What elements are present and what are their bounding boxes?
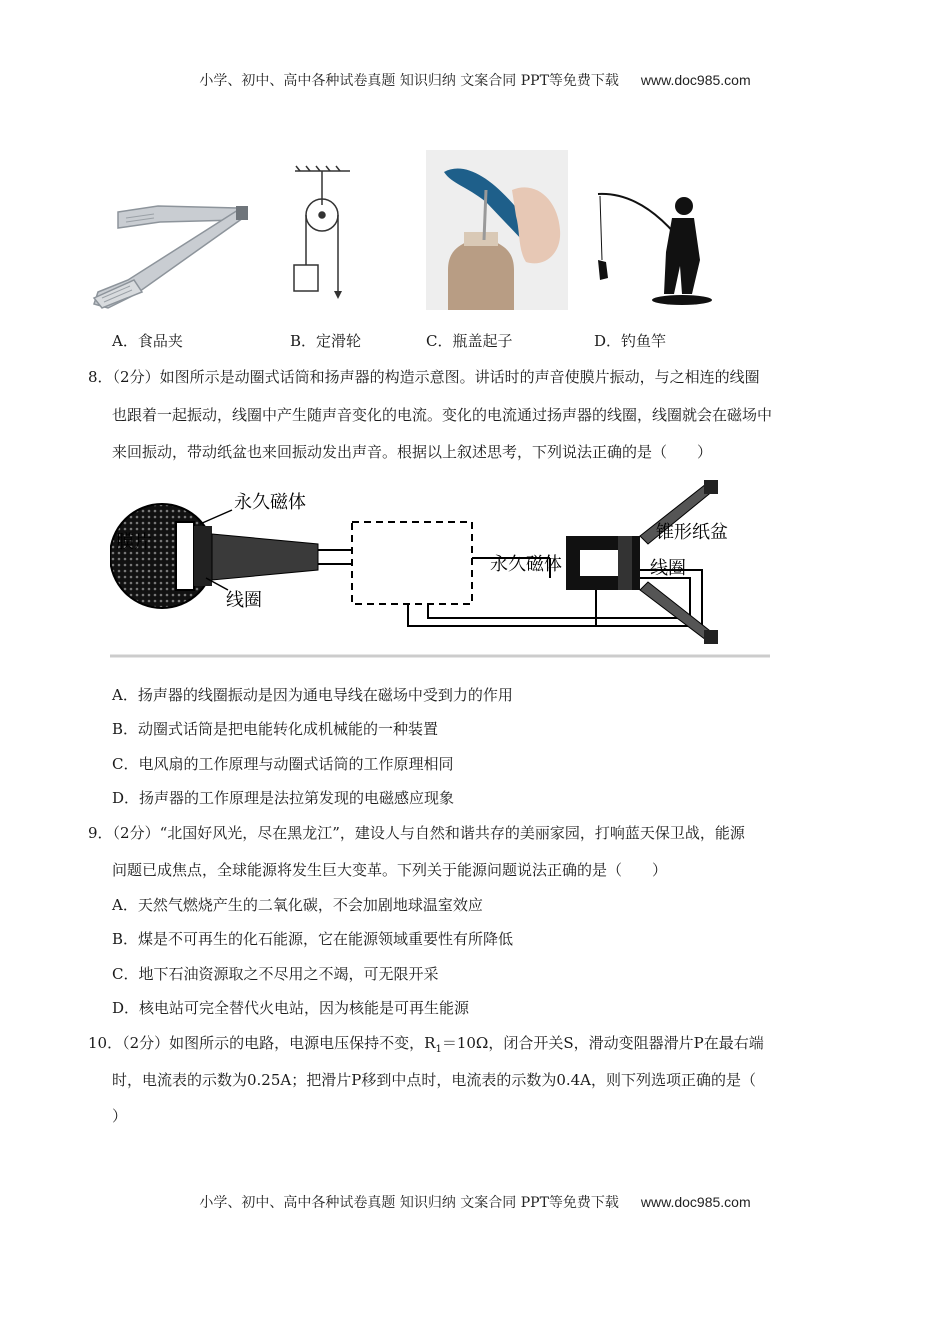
header-text: 小学、初中、高中各种试卷真题 知识归纳 文案合同 PPT等免费下载 (199, 73, 619, 89)
q7-option-d: D．钓鱼竿 (594, 332, 667, 350)
q8-option-a: A．扬声器的线圈振动是因为通电导线在磁场中受到力的作用 (112, 686, 513, 704)
q9-option-b: B．煤是不可再生的化石能源，它在能源领域重要性有所降低 (112, 930, 514, 948)
q9-stem-line2: 问题已成焦点，全球能源将发生巨大变革。下列关于能源问题说法正确的是（ ） (112, 861, 668, 879)
food-tongs-figure (88, 200, 253, 315)
label-coil-right: 线圈 (650, 558, 686, 579)
q10-text-a: 10．（2分）如图所示的电路，电源电压保持不变，R (88, 1034, 436, 1052)
amplifier-dashed-box (352, 522, 472, 604)
fishing-rod-figure (596, 190, 716, 310)
q9-stem-line1: 9．（2分）“北国好风光，尽在黑龙江”，建设人与自然和谐共存的美丽家园，打响蓝天保卫战，能源 (88, 824, 745, 842)
q10-stem-line2: 时，电流表的示数为0.25A；把滑片P移到中点时，电流表的示数为0.4A，则下列选项正确的是（ (112, 1071, 757, 1089)
header-url: www.doc985.com (640, 72, 751, 88)
microphone-speaker-diagram (110, 478, 770, 660)
q8-stem-line3: 来回振动，带动纸盆也来回振动发出声音。根据以上叙述思考，下列说法正确的是（ ） (112, 443, 713, 461)
fixed-pulley-figure (290, 165, 355, 305)
q8-option-d: D．扬声器的工作原理是法拉第发现的电磁感应现象 (112, 789, 455, 807)
q8-stem-line2: 也跟着一起振动，线圈中产生随声音变化的电流。变化的电流通过扬声器的线圈，线圈就会在磁场中 (112, 406, 773, 424)
label-membrane: 膜片 (116, 532, 152, 553)
q7-option-c: C．瓶盖起子 (426, 332, 513, 350)
bottle-opener-figure (426, 150, 568, 310)
q9-option-d: D．核电站可完全替代火电站，因为核能是可再生能源 (112, 999, 470, 1017)
speaker-drawing (566, 480, 718, 644)
page-header (0, 70, 950, 90)
q7-option-a: A．食品夹 (112, 332, 183, 350)
q10-subscript: 1 (435, 1044, 442, 1055)
label-magnet-right: 永久磁体 (490, 554, 562, 575)
q8-option-b: B．动圈式话筒是把电能转化成机械能的一种装置 (112, 720, 439, 738)
q7-option-b: B．定滑轮 (290, 332, 362, 350)
q9-option-a: A．天然气燃烧产生的二氧化碳，不会加剧地球温室效应 (112, 896, 483, 914)
page-footer (0, 1192, 950, 1212)
footer-url: www.doc985.com (640, 1194, 751, 1210)
footer-text: 小学、初中、高中各种试卷真题 知识归纳 文案合同 PPT等免费下载 (199, 1195, 619, 1211)
q8-option-c: C．电风扇的工作原理与动圈式话筒的工作原理相同 (112, 755, 454, 773)
q9-option-c: C．地下石油资源取之不尽用之不竭，可无限开采 (112, 965, 439, 983)
label-magnet-left: 永久磁体 (234, 492, 306, 513)
q10-text-b: ＝10Ω，闭合开关S，滑动变阻器滑片P在最右端 (441, 1034, 764, 1052)
label-cone: 锥形纸盆 (656, 522, 728, 543)
label-coil-left: 线圈 (226, 590, 262, 611)
q10-stem-line1 (88, 1032, 764, 1055)
q10-stem-line3: ） (112, 1107, 128, 1125)
q8-stem-line1: 8．（2分）如图所示是动圈式话筒和扬声器的构造示意图。讲话时的声音使膜片振动，与之相连的线圈 (88, 368, 760, 386)
